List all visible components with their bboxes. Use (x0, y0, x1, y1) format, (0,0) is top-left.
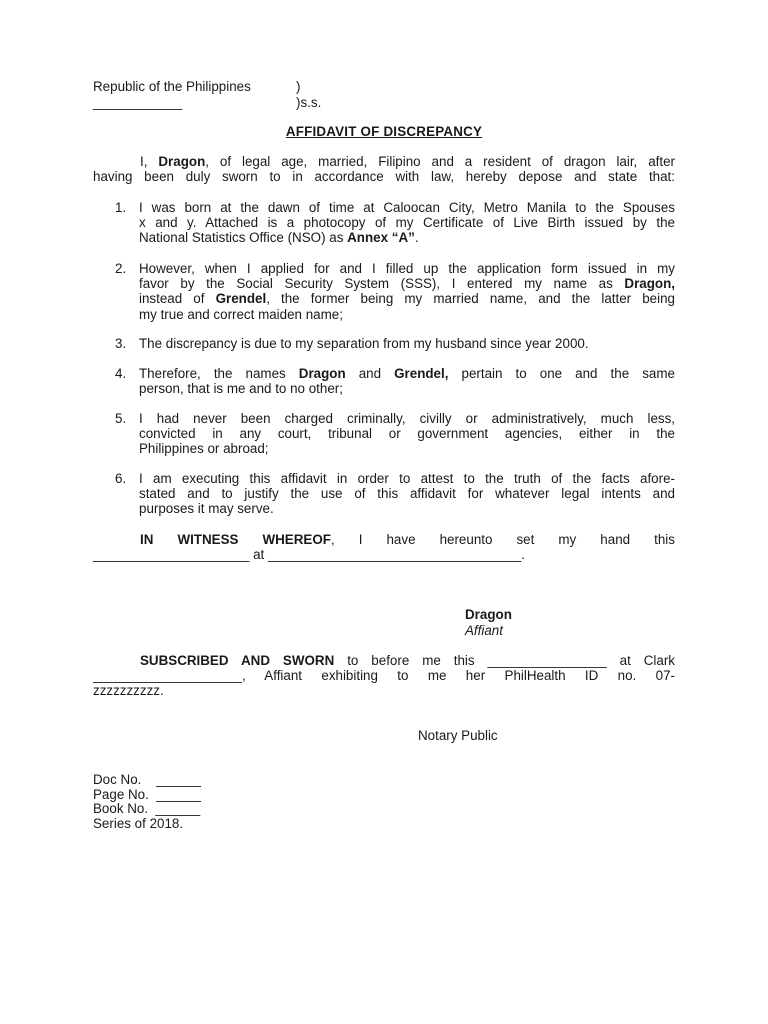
witness-clause: IN WITNESS WHEREOF, I have hereunto set my hand this _____________________ at __________________________________. (93, 532, 675, 563)
doc-number: Doc No. ______ (93, 772, 201, 787)
venue-paren: ) (296, 79, 301, 94)
signatory-name: Dragon (465, 607, 512, 622)
page-number: Page No. ______ (93, 786, 201, 802)
venue-ss: )s.s. (296, 95, 322, 110)
book-number: Book No. ______ (93, 801, 201, 816)
series-year: Series of 2018. (93, 815, 184, 831)
annex-label: Annex “A” (347, 230, 415, 246)
doc-info-block (93, 773, 201, 831)
signatory-role: Affiant (465, 623, 503, 638)
document-title: AFFIDAVIT OF DISCREPANCY (285, 124, 483, 139)
venue-blank-line: ____________ (93, 95, 183, 110)
affidavit-document: Republic of the Philippines ) ____________ )s.s. AFFIDAVIT OF DISCREPANCY I, Dragon, of legal age, married, Filipino and a resident of dragon lair, after having been duly sworn to in accordance with law, hereby depose and state that: 1. I was born at the dawn of time at Caloocan City, Metro Manila to the Spouses x and y. Attached is a photocopy of my Certificate of Live Birth issued by the National Statistics Office (NSO) as Annex “A”. 2. However, when I applied for and I filled up the application form issued in my favor by the Social Security System (SSS), I entered my name as Dragon, instead of Grendel, the former being my married name, and the latter being my true and correct maiden name; 3. The discrepancy is due to my separation from my husband since year 2000. 4. Therefore, the names Dragon and Grendel, pertain to one and the same person, that is me and to no other; 5. I had never been charged criminally, civilly or administratively, much less, convicted in any court, tribunal or government agencies, either in the Philippines or abroad; 6. I am executing this affidavit in order to attest to the truth of the facts afore- stated and to justify the use of this affidavit for whatever legal intents and purposes it may serve. IN WITNESS WHEREOF, I have hereunto set my hand this _____________________ at __________________________________. Dragon Affiant SUBSCRIBED AND SWORN to before me this ________________ at Clark ____________________, Affiant exhibiting to me her PhilHealth ID no. 07- zzzzzzzzzz. Notary Public Doc No. ______ Page No. ______ Book No. ______ Series of 2018. (0, 0, 768, 1024)
intro-paragraph: I, Dragon, of legal age, married, Filipino and a resident of dragon lair, after having been duly sworn to in accordance with law, hereby depose and state that: (93, 154, 675, 185)
notary-public-label: Notary Public (418, 728, 498, 743)
affiant-name: Dragon (158, 154, 206, 169)
jurat-paragraph: SUBSCRIBED AND SWORN to before me this ________________ at Clark ____________________, Affiant exhibiting to me her PhilHealth ID no. 07- zzzzzzzzzz. (93, 653, 675, 699)
venue-republic: Republic of the Philippines (93, 79, 251, 94)
